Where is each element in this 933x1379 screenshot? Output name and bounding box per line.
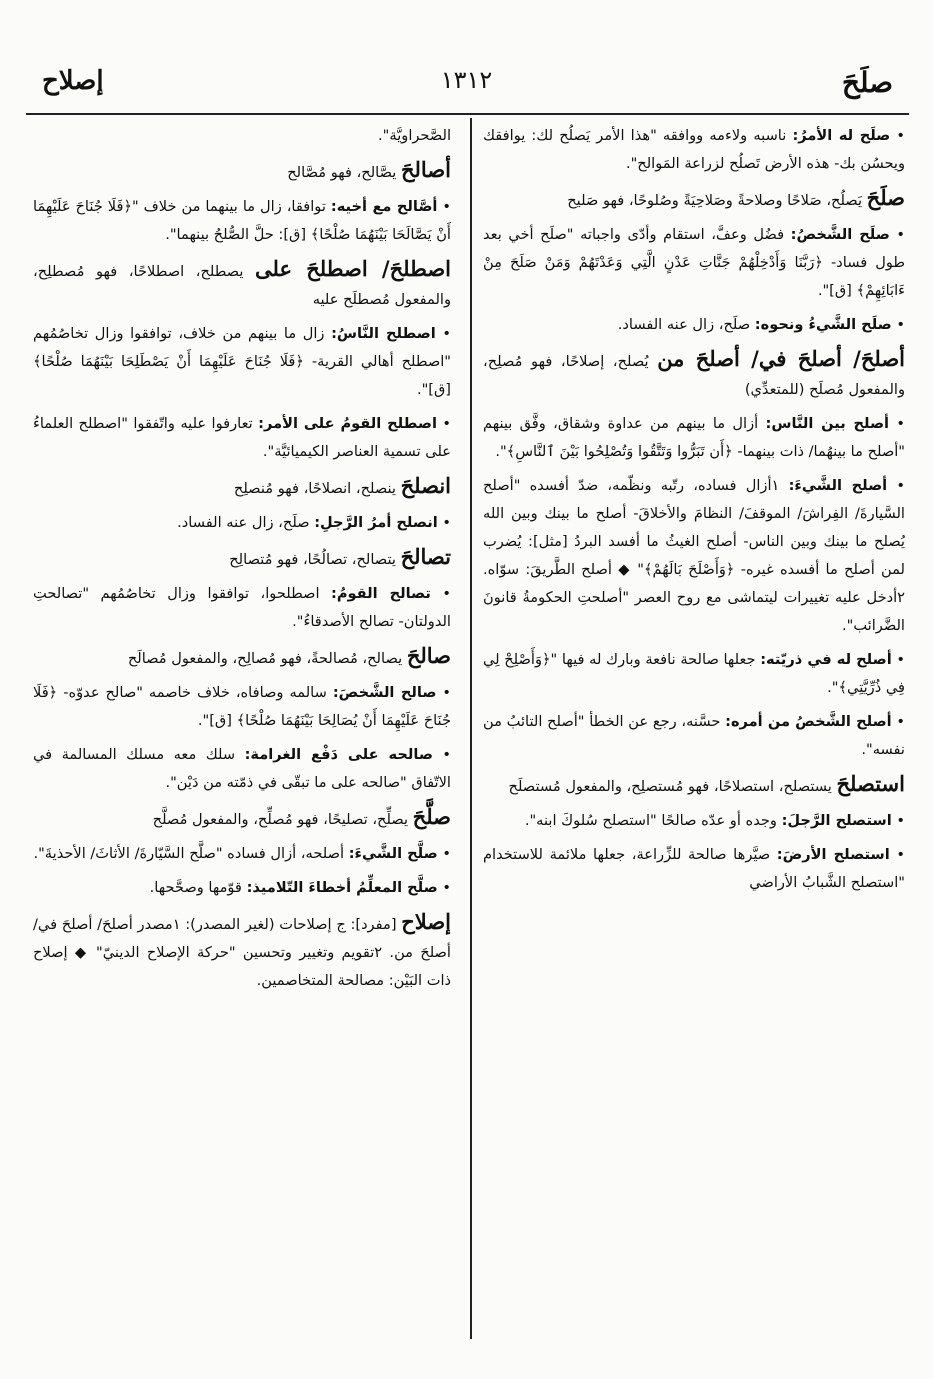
definition-text: زال ما بينهم من خلاف، توافقوا وزال تخاصُمُهم "اصطلح أهالي القرية- ﴿فَلَا جُنَاحَ عَلَيْهِمَا أَنْ يَصْطَلِحَا بَيْنَهُمَا صُلْحًا﴾ [ق]". [33, 325, 451, 398]
bullet-icon: • [889, 846, 905, 863]
sense-head: استصلح الرَّجلَ: [781, 812, 892, 829]
definition-text: سالمه وصافاه، خلاف خاصمه "صالح عدوّه- ﴿فَلَا جُنَاحَ عَلَيْهِمَا أَنْ يُصَالِحَا بَيْنَهُمَا صُلْحًا﴾ [ق]". [33, 684, 451, 729]
headword: صالحَ [406, 643, 451, 668]
sense-paragraph [33, 741, 451, 797]
definition-text: [مفرد]: ج إصلاحات (لغير المصدر): ١مصدر أصلحَ/ أصلحَ في/ أصلحَ من. ٢تقويم وتغيير وتحسين "حركة الإصلاح الدينيّ" ◆ إصلاح ذات البَيْن: مصالحة المتخاصمين. [33, 916, 451, 989]
column-divider [470, 118, 472, 1339]
definition-text: يصالح، مُصالحةً، فهو مُصالِح، والمفعول مُصالَح [127, 650, 403, 667]
headword: تصالحَ [400, 544, 451, 569]
headword: إصلاح [401, 909, 451, 934]
definition-text: الصَّحراويَّة". [378, 127, 451, 144]
sense-paragraph [483, 708, 905, 764]
sense-paragraph [483, 646, 905, 702]
sense-paragraph [33, 840, 451, 868]
sense-paragraph [33, 193, 451, 249]
headword: صلَحَ [866, 185, 905, 210]
definition-text: يصلِّح، تصليحًا، فهو مُصلِّح، والمفعول مُصلَّح [152, 811, 409, 828]
sense-head: أصلح بين النَّاس: [765, 415, 890, 432]
definition-text: يتصالح، تصالُحًا، فهو مُتصالِح [229, 551, 396, 568]
definition-text: سلك معه مسلك المسالمة في الاتّفاق "صالحه على ما تبقّى في ذمّته من دَيْن". [33, 746, 451, 791]
headword: استصلحَ [836, 771, 905, 796]
definition-text: حسَّنه، رجع عن الخطأ "أصلح التائبُ من نفسه". [483, 713, 905, 758]
sense-head: صلَح الشَّخصُ: [790, 226, 890, 243]
sense-head: أصلح الشَّخصُ من أمره: [725, 713, 892, 730]
definition-text: يصَّالح، فهو مُصَّالح [287, 164, 397, 181]
bullet-icon: • [436, 415, 451, 432]
header-rule [26, 113, 909, 115]
sense-paragraph [483, 221, 905, 305]
sense-paragraph [483, 311, 905, 339]
sense-head: اصطلح القومُ على الأمر: [258, 415, 437, 432]
bullet-icon: • [887, 477, 905, 494]
entry-paragraph [33, 543, 451, 574]
sense-head: اصطلح النَّاسُ: [331, 325, 436, 342]
sense-paragraph [483, 472, 905, 640]
bullet-icon: • [432, 746, 451, 763]
definition-text: تعارفوا عليه واتّفقوا "اصطلح العلماءُ على تسمية العناصر الكيميائيَّة". [33, 415, 451, 460]
entry-paragraph [33, 908, 451, 995]
entry-paragraph [483, 770, 905, 801]
definition-text: أزال ما بينهم من عداوة وشقاق، وفَّق بينهم "أصلح ما بينهُما/ ذات بينهما- ﴿أَن تَبَرُّوا وَتَتَّقُوا وَتُصْلِحُوا بَيْنَ ٱلنَّاسِ﴾". [483, 415, 905, 460]
entry-paragraph [483, 184, 905, 215]
definition-text: ١أزال فساده، رتّبه ونظّمه، ضدّ أفسده "أصلح السَّيارةَ/ الفِراشَ/ الموقفَ/ النظامَ والأخلاقَ- أصلح ما بينك وبين الله يُصلح ما بينك وبين الناس- أصلح الغيثُ ما أفسد البردُ [مثل]: يُضرب لمن أصلح ما أفسده غيره- ﴿وَأَصْلَحَ بَالَهُمْ﴾" ◆ أصلح الطَّريقَ: سوّاه. ٢أدخل عليه تغييرات ليتماشى مع روح العصر "أصلحتِ الحكومةُ قانونَ الضَّرائب". [483, 477, 905, 634]
sense-paragraph [33, 320, 451, 404]
definition-text: وجده أو عدّه صالحًا "استصلح سُلوكَ ابنه". [524, 812, 777, 829]
running-headword-right: صلَحَ [841, 66, 893, 99]
definition-text: صلَح، زال عنه الفساد. [617, 316, 751, 333]
sense-head: تصالح القومُ: [330, 585, 431, 602]
sense-paragraph [33, 679, 451, 735]
headword: انصلحَ [400, 473, 451, 498]
definition-text: يَصلُح، صَلاحًا وصلاحةً وصَلاحِيَةً وصُلوحًا، فهو صَليح [567, 192, 863, 209]
sense-head: انصلح أمرُ الرَّجلِ: [314, 514, 438, 531]
definition-text: يصطلح، اصطلاحًا، فهو مُصطلِح، والمفعول مُصطلَح عليه [33, 263, 451, 308]
entry-paragraph [33, 156, 451, 187]
definition-text: جعلها صالحة نافعة وبارك له فيها "﴿وَأَصْلِحْ لِي فِي ذُرِّيَّتِي﴾". [483, 651, 905, 696]
entry-paragraph [33, 255, 451, 314]
definition-text: توافقا، زال ما بينهما من خلاف "﴿فَلَا جُنَاحَ عَلَيْهِمَا أَنْ يَصَّالَحَا بَيْنَهُمَا صُلْحًا﴾ [ق]: حلَّ الصُّلحُ بينهما". [33, 198, 451, 243]
bullet-icon: • [435, 325, 451, 342]
bullet-icon: • [430, 585, 451, 602]
headword: أصالحَ [400, 157, 451, 182]
sense-head: صلَّح المعلِّمُ أخطاءَ التّلاميذ: [246, 879, 438, 896]
bullet-icon: • [889, 415, 905, 432]
page-number: ١٣١٢ [440, 66, 493, 94]
bullet-icon: • [891, 713, 905, 730]
bullet-icon: • [437, 514, 451, 531]
sense-head: استصلح الأرضَ: [776, 846, 890, 863]
entry-paragraph [483, 345, 905, 404]
entry-paragraph [33, 803, 451, 834]
sense-paragraph [483, 122, 905, 178]
sense-paragraph [33, 580, 451, 636]
running-headword-left: إصلاح [42, 66, 104, 96]
sense-head: صالحه على دَفْع الغرامة: [244, 746, 433, 763]
sense-paragraph [483, 807, 905, 835]
sense-head: أصلح له في ذريّته: [760, 651, 892, 668]
sense-paragraph [483, 410, 905, 466]
headword: اصطلحَ/ اصطلحَ على [255, 256, 451, 281]
headword: صلَّحَ [412, 804, 451, 829]
bullet-icon: • [437, 198, 451, 215]
bullet-icon: • [891, 651, 905, 668]
definition-text: يستصلح، استصلاحًا، فهو مُستصلِح، والمفعول مُستصلَح [508, 778, 832, 795]
sense-head: أصَّالح مع أخيه: [330, 198, 438, 215]
definition-text: صيَّرها صالحة للزِّراعة، جعلها ملائمة للاستخدام "استصلح الشَّبابُ الأراضي [483, 846, 905, 891]
definition-text: ناسبه ولاءمه ووافقه "هذا الأمر يَصلُح لك: يوافقك ويحسُن بك- هذه الأرض تَصلُح لزراعة المَوالح". [483, 127, 905, 172]
sense-paragraph [33, 509, 451, 537]
sense-paragraph [33, 410, 451, 466]
definition-text: فضُل وعفَّ، استقام وأدّى واجباته "صلَح أخي بعد طول فساد- ﴿رَبَّنَا وَأَدْخِلْهُمْ جَنَّاتِ عَدْنٍ الَّتِي وَعَدْتَهُمْ وَمَنْ صَلَحَ مِنْ ءَابَائِهِمْ﴾ [ق]". [483, 226, 905, 299]
bullet-icon: • [889, 226, 905, 243]
sense-head: صالح الشَّخصَ: [332, 684, 437, 701]
sense-head: صلَّح الشَّيءَ: [348, 845, 438, 862]
headword: أصلحَ/ أصلحَ في/ أصلحَ من [657, 346, 905, 371]
bullet-icon: • [437, 845, 451, 862]
bullet-icon: • [891, 812, 905, 829]
bullet-icon: • [437, 879, 451, 896]
definition-text: ينصلح، انصلاحًا، فهو مُنصلِح [233, 480, 396, 497]
sense-head: أصلح الشَّيءَ: [788, 477, 888, 494]
definition-text: أصلحه، أزال فساده "صلَّح السَّيّارةَ/ الأثاثَ/ الأحذيةَ". [33, 845, 345, 862]
sense-paragraph [483, 841, 905, 897]
entry-paragraph [33, 472, 451, 503]
definition-text: صلَح، زال عنه الفساد. [177, 514, 310, 531]
continuation-paragraph [33, 122, 451, 150]
bullet-icon: • [890, 127, 905, 144]
sense-head: صلَح الشَّيءُ ونحوه: [754, 316, 892, 333]
definition-text: قوّمها وصحَّحها. [149, 879, 242, 896]
entry-paragraph [33, 642, 451, 673]
sense-head: صلَح له الأمرُ: [792, 127, 891, 144]
bullet-icon: • [891, 316, 905, 333]
definition-text: اصطلحوا، توافقوا وزال تخاصُمُهم "تصالحتِ الدولتان- تصالح الأصدقاءُ". [33, 585, 451, 630]
definition-text: يُصلح، إصلاحًا، فهو مُصلِح، والمفعول مُصلَح (للمتعدِّي) [483, 353, 905, 398]
sense-paragraph [33, 874, 451, 902]
page-header [30, 60, 903, 110]
right-column [483, 122, 905, 1347]
left-column [33, 122, 451, 1347]
bullet-icon: • [436, 684, 451, 701]
